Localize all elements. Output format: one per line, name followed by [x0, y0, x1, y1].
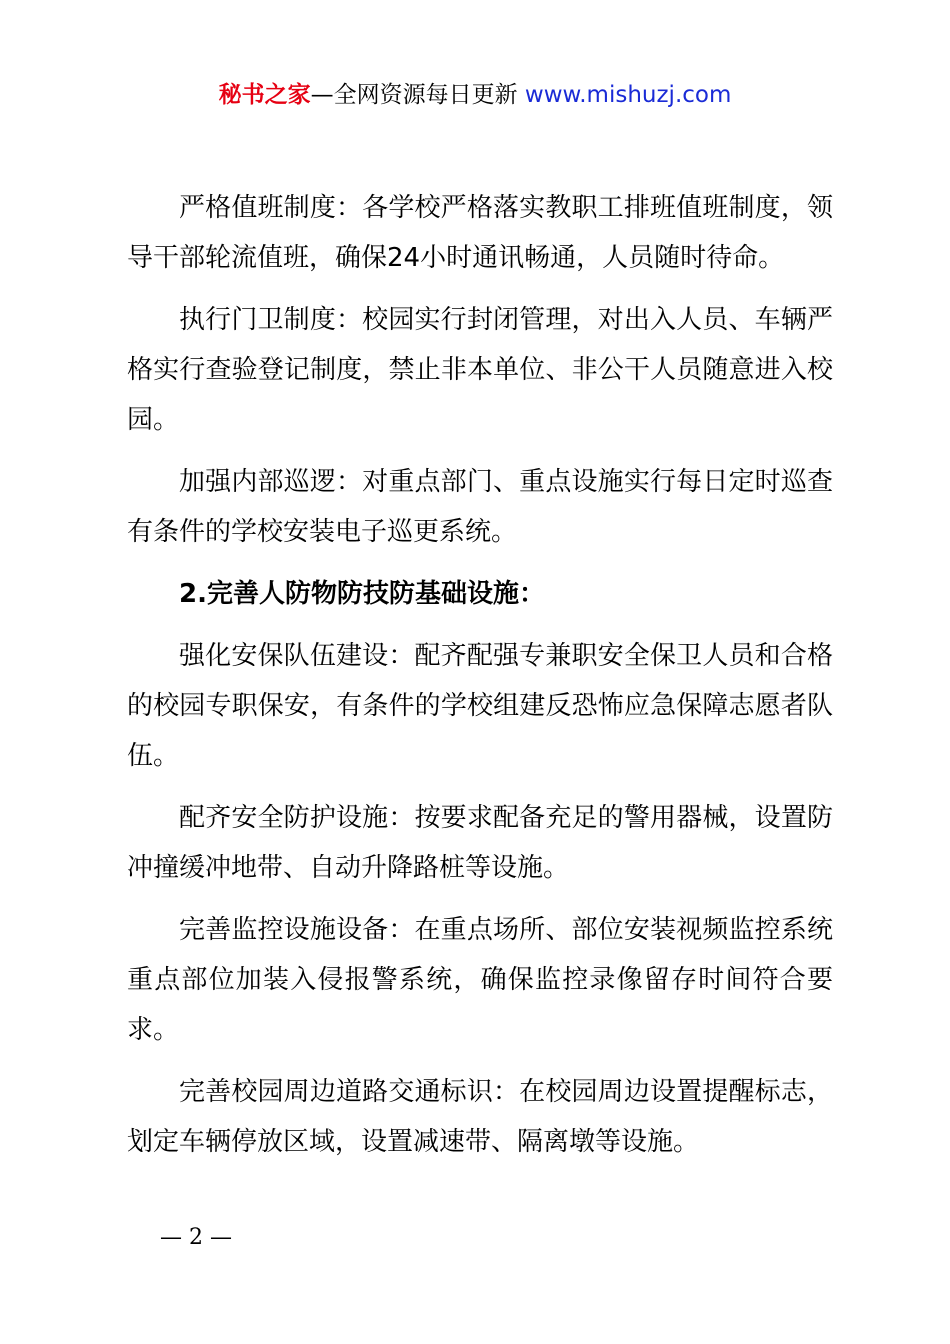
paragraph-internal-patrol: 加强内部巡逻：对重点部门、重点设施实行每日定时巡查有条件的学校安装电子巡更系统。 — [127, 467, 833, 547]
header-url-link[interactable]: www.mishuzj.com — [524, 82, 732, 108]
document-body — [127, 183, 833, 1179]
paragraph-monitoring-equipment: 完善监控设施设备：在重点场所、部位安装视频监控系统重点部位加装入侵报警系统，确保监控录像留存时间符合要求。 — [127, 915, 833, 1045]
section-heading: 2.完善人防物防技防基础设施： — [179, 579, 545, 609]
paragraph-duty-system: 严格值班制度：各学校严格落实教职工排班值班制度，领导干部轮流值班，确保24小时通讯畅通，人员随时待命。 — [127, 193, 833, 273]
page-number: — 2 — — [160, 1225, 232, 1250]
header-tagline: —全网资源每日更新 — [310, 82, 518, 108]
paragraph-traffic-signs: 完善校园周边道路交通标识：在校园周边设置提醒标志，划定车辆停放区域，设置减速带、隔离墩等设施。 — [127, 1077, 833, 1157]
paragraph-protection-facilities: 配齐安全防护设施：按要求配备充足的警用器械，设置防冲撞缓冲地带、自动升降路桩等设施。 — [127, 803, 833, 883]
paragraph-gatekeeper-system: 执行门卫制度：校园实行封闭管理，对出入人员、车辆严格实行查验登记制度，禁止非本单位、非公干人员随意进入校园。 — [127, 305, 833, 435]
page-header — [0, 80, 950, 110]
brand-name: 秘书之家 — [218, 82, 311, 108]
paragraph-security-team: 强化安保队伍建设：配齐配强专兼职安全保卫人员和合格的校园专职保安，有条件的学校组建反恐怖应急保障志愿者队伍。 — [127, 641, 833, 771]
